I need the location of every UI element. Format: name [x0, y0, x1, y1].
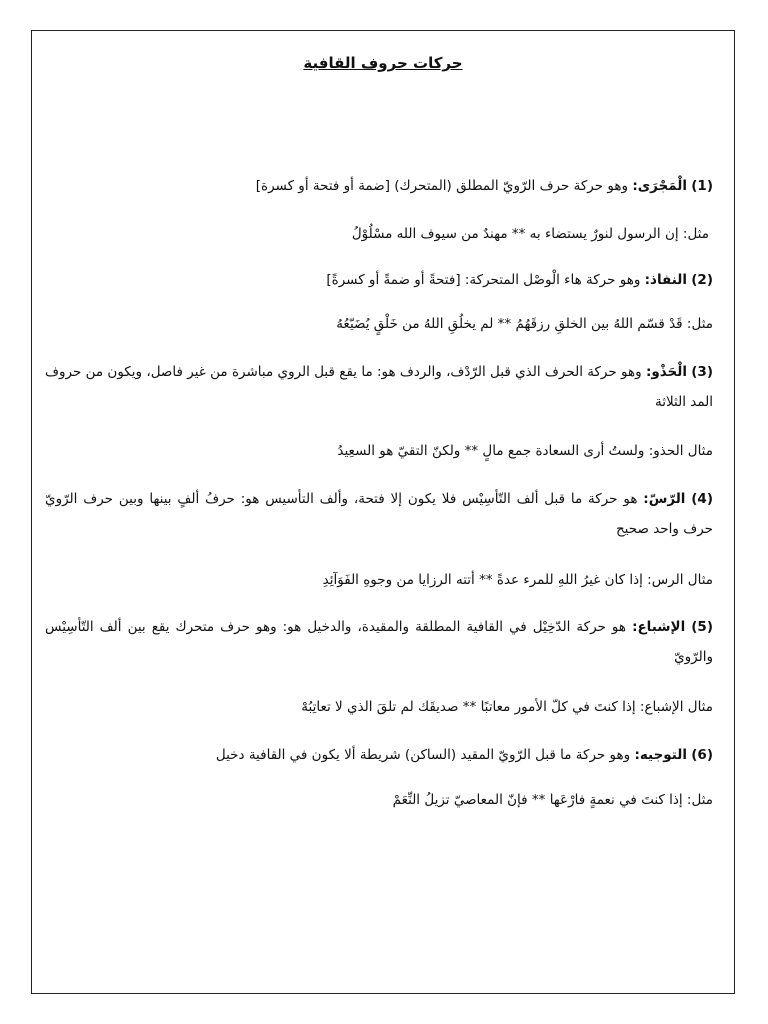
section-number: (2): [691, 272, 713, 288]
section-definition-text: وهو حركة هاء الْوصْل المتحركة: [فتحةً أو ضمةً أو كسرةً]: [326, 272, 645, 288]
page-title: حركات حروف القافية: [303, 54, 463, 72]
section-number: (1): [691, 178, 713, 194]
section-term: الْحَذْو:: [645, 364, 687, 380]
section-number: (4): [691, 491, 713, 507]
section-definition-text: وهو حركة حرف الرّويّ المطلق (المتحرك) [ضمة أو فتحة أو كسرة]: [255, 178, 633, 194]
section-definition-text: هو حركة ما قبل ألف التّأسِيْس فلا يكون إلا فتحة، وألف التأسيس هو: حرفُ ألفٍ بينها وبين حرف الرّويّ حرف واحد صحيح: [45, 491, 713, 537]
section-definition-text: هو حركة الدّخِيْل في القافية المطلقة والمقيدة، والدخيل هو: وهو حرف متحرك يقع بين ألف التّأسِيْس والرّويّ: [45, 619, 713, 665]
section-2-example: مثل: قَدْ قسّم اللهُ بين الخلقِ رزقَهُمُ ** لم يخلُقِ اللهُ من خَلْقٍ يُضَيّعُهُ: [336, 316, 713, 332]
section-5-example: مثال الإشباع: إذا كنتَ في كلّ الأمور معاتبًا ** صديقَك لم تلقَ الذي لا تعاتِبُهْ: [301, 699, 713, 715]
section-term: الإشباع:: [632, 619, 686, 635]
section-6-definition: [45, 740, 713, 770]
section-number: (6): [691, 747, 713, 763]
section-term: التوجيه:: [634, 747, 687, 763]
section-term: النفاذ:: [644, 272, 687, 288]
section-definition-text: وهو حركة ما قبل الرّويّ المقيد (الساكن) شريطة ألا يكون في القافية دخيل: [215, 747, 635, 763]
section-term: الرّسّ:: [643, 491, 686, 507]
section-5-definition: [45, 612, 713, 672]
section-1-example: مثل: إن الرسول لنورٌ يستضاء به ** مهندٌ من سيوف الله مسْلُوْلُ: [351, 226, 709, 242]
section-4-example: مثال الرس: إذا كان غيرُ اللهِ للمرء عدةً ** أتته الرزايا من وجوهِ الفَوَآئِدِ: [322, 572, 713, 588]
section-1-definition: [45, 171, 713, 201]
section-4-definition: [45, 484, 713, 544]
section-6-example: مثل: إذا كنتَ في نعمةٍ فارْعَها ** فإنّ المعاصيّ تزيلُ النِّعَمْ: [392, 792, 713, 808]
section-definition-text: وهو حركة الحرف الذي قبل الرّدْف، والردف هو: ما يقع قبل الروي مباشرة من غير فاصل، ويكون من حروف المد الثلاثة: [45, 364, 713, 410]
document-body: [31, 30, 735, 994]
section-2-definition: [45, 265, 713, 295]
section-number: (3): [691, 364, 713, 380]
section-term: الْمَجْرَى:: [632, 178, 687, 194]
section-3-example: مثال الحذو: ولستُ أرى السعادة جمع مالٍ ** ولكنّ التقيّ هو السعِيدُ: [337, 443, 713, 459]
section-3-definition: [45, 357, 713, 417]
section-number: (5): [691, 619, 713, 635]
